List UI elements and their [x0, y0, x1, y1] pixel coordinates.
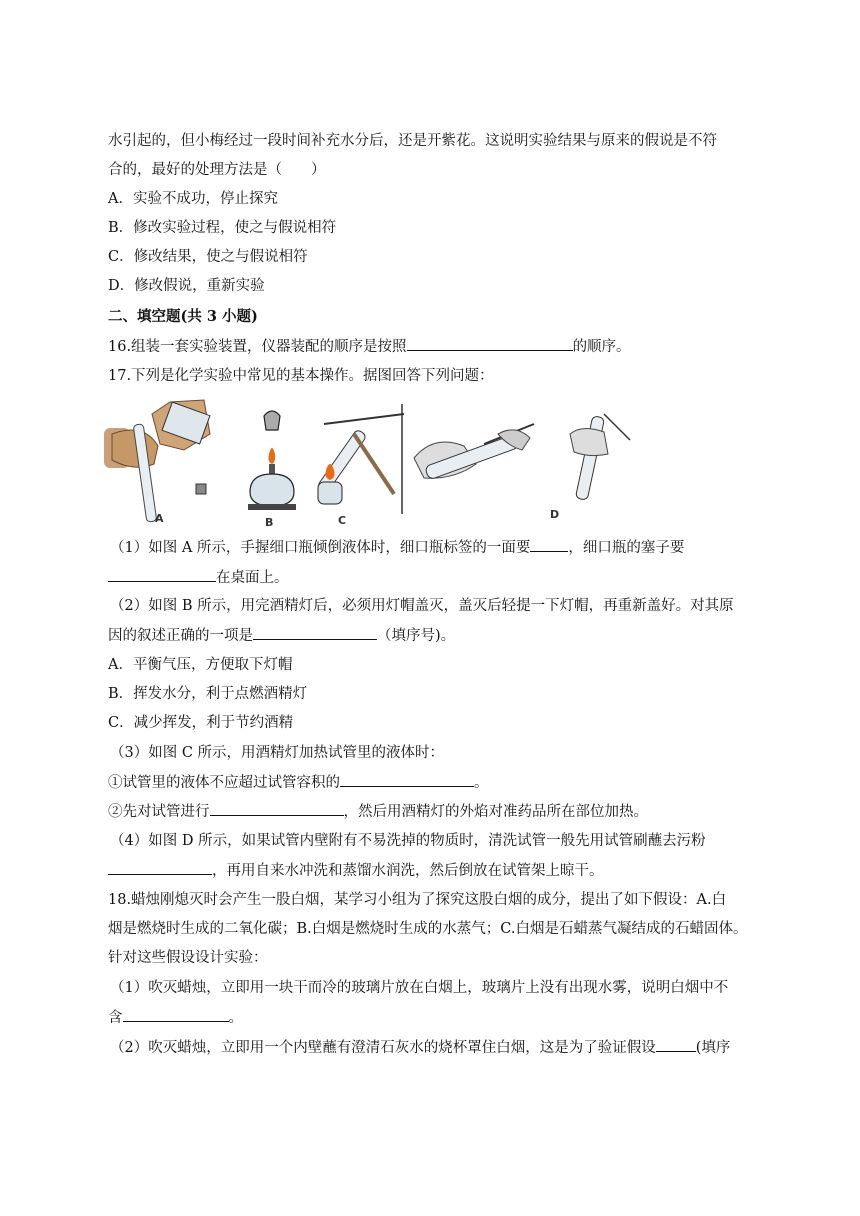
q17-part3-item2	[108, 801, 648, 822]
q17-part1-blank-2[interactable]	[108, 567, 216, 582]
q18-part1-line1: （1）吹灭蜡烛，立即用一块干而冷的玻璃片放在白烟上，玻璃片上没有出现水雾，说明白烟中不	[110, 980, 729, 996]
q17-part3-item2-text-b: ，然后用酒精灯的外焰对准药品所在部位加热。	[343, 804, 648, 820]
section-title: 二、填空题(共 3 小题)	[108, 308, 258, 325]
q17-part4-blank[interactable]	[108, 860, 212, 875]
q18-part2-text-a: （2）吹灭蜡烛，立即用一个内壁蘸有澄清石灰水的烧杯罩住白烟，这是为了验证假设	[110, 1040, 656, 1056]
q18-part2-blank[interactable]	[656, 1037, 696, 1052]
q18-text-line-2: 烟是燃烧时生成的二氧化碳；B.白烟是燃烧时生成的水蒸气；C.白烟是石蜡蒸气凝结成的石蜡固体。	[108, 921, 748, 937]
lab-operations-figure	[104, 394, 634, 530]
q17-part3-item1-text-a: ①试管里的液体不应超过试管容积的	[108, 775, 340, 791]
q18-text-line-3: 针对这些假设设计实验：	[108, 950, 268, 966]
q17-part4-line2	[108, 860, 604, 881]
figure-label-d: D	[550, 508, 560, 521]
q17-part2-text-a: 因的叙述正确的一项是	[108, 628, 253, 644]
q15-option-d: D．修改假说，重新实验	[108, 278, 265, 294]
q16-line	[108, 336, 631, 357]
q15-text-line-1: 水引起的，但小梅经过一段时间补充水分后，还是开紫花。这说明实验结果与原来的假说是不符	[108, 133, 717, 149]
q17-part4-text: ，再用自来水冲洗和蒸馏水润洗，然后倒放在试管架上晾干。	[212, 863, 604, 879]
q18-part1-text-a: 含	[108, 1010, 123, 1026]
q17-part2-option-b: B．挥发水分，利于点燃酒精灯	[108, 686, 308, 702]
q15-option-c: C．修改结果，使之与假说相符	[108, 249, 308, 265]
q18-text-line-1: 18.蜡烛刚熄灭时会产生一股白烟，某学习小组为了探究这股白烟的成分，提出了如下假设：A.白	[108, 892, 727, 908]
q16-text-before: 16.组装一套实验装置，仪器装配的顺序是按照	[108, 339, 407, 355]
q17-part3-blank-2[interactable]	[210, 801, 344, 816]
q17-part1-line1	[110, 537, 684, 558]
q17-part3-blank-1[interactable]	[340, 772, 474, 787]
q18-part1-blank[interactable]	[123, 1007, 229, 1022]
q17-part3-line1: （3）如图 C 所示，用酒精灯加热试管里的液体时：	[110, 745, 445, 761]
figure-label-a: A	[155, 512, 164, 525]
q17-part2-option-a: A．平衡气压，方便取下灯帽	[108, 657, 293, 673]
q17-part4-line1: （4）如图 D 所示，如果试管内壁附有不易洗掉的物质时，清洗试管一般先用试管刷蘸去污粉	[110, 833, 706, 849]
q17-part2-option-c: C．减少挥发，利于节约酒精	[108, 715, 294, 731]
q17-part1-text-a: （1）如图 A 所示，手握细口瓶倾倒液体时，细口瓶标签的一面要	[110, 540, 531, 556]
q17-part1-text-c: 在桌面上。	[216, 570, 289, 586]
q17-stem: 17.下列是化学实验中常见的基本操作。据图回答下列问题：	[108, 368, 494, 384]
q15-option-a: A．实验不成功，停止探究	[108, 191, 278, 207]
q17-part1-text-b: ，细口瓶的塞子要	[568, 540, 685, 556]
figure-label-b: B	[265, 516, 274, 529]
q18-part2-line1	[110, 1037, 730, 1058]
q17-part1-line2	[108, 567, 289, 588]
figure-label-c: C	[338, 514, 347, 527]
q17-part2-blank[interactable]	[253, 625, 377, 640]
figure-d-washing-tube	[402, 404, 630, 514]
q16-text-after: 的顺序。	[572, 339, 631, 355]
q17-part3-item1	[108, 772, 489, 793]
q17-part3-item2-text-a: ②先对试管进行	[108, 804, 210, 820]
q17-part3-item1-text-b: 。	[474, 775, 489, 791]
q18-part1-line2	[108, 1007, 243, 1028]
q17-part2-text-b: （填序号)。	[377, 628, 456, 644]
q15-option-b: B．修改实验过程，使之与假说相符	[108, 220, 337, 236]
q17-part2-line1: （2）如图 B 所示，用完酒精灯后，必须用灯帽盖灭，盖灭后轻提一下灯帽，再重新盖好。对其原	[110, 598, 734, 614]
q17-part2-line2	[108, 625, 455, 646]
q16-answer-blank[interactable]	[407, 336, 573, 351]
q18-part2-text-b: (填序	[695, 1040, 731, 1056]
figure-c-heating-tube	[317, 414, 404, 504]
q17-part1-blank-1[interactable]	[530, 537, 568, 552]
figure-a-pouring	[104, 400, 210, 522]
q15-text-line-2: 合的，最好的处理方法是（ ）	[108, 162, 326, 178]
figure-b-alcohol-lamp	[248, 411, 296, 510]
q18-part1-text-b: 。	[228, 1010, 243, 1026]
